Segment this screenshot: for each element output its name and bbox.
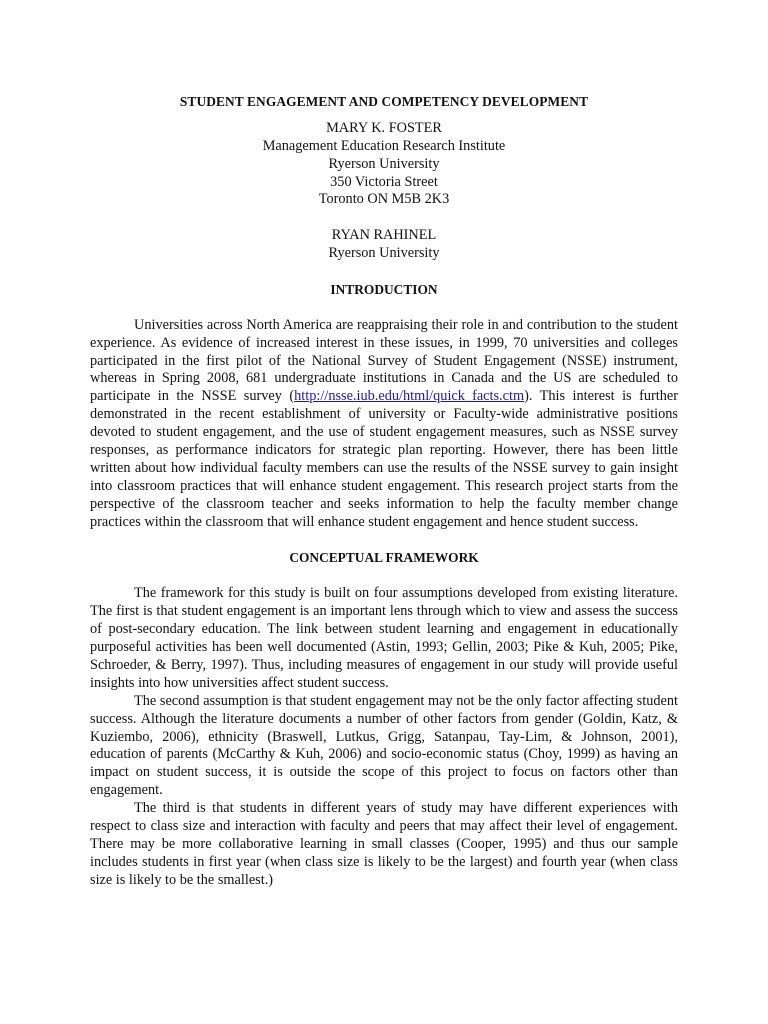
body-paragraph: The third is that students in different years of study may have different experiences with respect to class size and interaction with faculty and peers that may affect their level of engagement. There may be more collaborative learning in small classes (Cooper, 1995) and thus our sample includes students in first year (when class size is likely to be the largest) and fourth year (when class size is likely to be the smallest.) — [90, 800, 678, 888]
section-heading-conceptual-framework: CONCEPTUAL FRAMEWORK — [289, 550, 479, 566]
author-affiliation-line: Ryerson University — [328, 155, 440, 172]
body-paragraph: The second assumption is that student engagement may not be the only factor affecting student success. Although the literature documents a number of other factors from gender (Goldin, Katz, & Kuziembo, 2006), ethnicity (Braswell, Lutkus, Grigg, Satanpau, Tay-Lim, & Johnson, 2001), education of parents (McCarthy & Kuh, 2006) and socio-economic status (Choy, 1999) as having an impact on student success, it is outside the scope of this project to focus on factors other than engagement. — [90, 692, 678, 799]
author-affiliation-line: 350 Victoria Street — [330, 173, 438, 190]
paper-title: STUDENT ENGAGEMENT AND COMPETENCY DEVELOPMENT — [179, 94, 589, 109]
author-affiliation-line: Toronto ON M5B 2K3 — [318, 191, 450, 208]
nsse-link[interactable]: http://nsse.iub.edu/html/quick_facts.ctm — [294, 388, 525, 405]
body-paragraph — [90, 317, 678, 532]
section-heading-introduction: INTRODUCTION — [330, 281, 438, 297]
paragraph-text: Universities across North America are reappraising their role in and contribution to the student experience. As evidence of increased interest in these issues, in 1999, 70 universities and colleges participated in the first pilot of the National Survey of Student Engagement (NSSE) instrument, whereas in Spring 2008, 681 undergraduate institutions in Canada and the US are scheduled to participate in the NSSE survey ( — [90, 316, 678, 405]
spacer — [90, 532, 678, 550]
author-block-2 — [90, 227, 678, 263]
author-name: RYAN RAHINEL — [331, 227, 437, 244]
paragraph-text: ). This interest is further demonstrated in the recent establishment of university or Faculty-wide administrative positions devoted to student engagement, and the use of student engagement measures, such as NSSE survey responses, as performance indicators for strategic plan reporting. However, there has been little written about how individual faculty members can use the results of the NSSE survey to gain insight into classroom practices that will enhance student engagement. This research project starts from the perspective of the classroom teacher and seeks information to help the faculty member change practices within the classroom that will enhance student engagement and hence student success. — [90, 388, 679, 530]
author-name: MARY K. FOSTER — [326, 119, 442, 136]
document-page — [90, 93, 678, 890]
author-block-1 — [90, 120, 678, 209]
spacer — [90, 209, 678, 227]
author-affiliation-line: Management Education Research Institute — [262, 137, 506, 154]
spacer — [90, 263, 678, 281]
spacer — [90, 299, 678, 317]
body-paragraph: The framework for this study is built on four assumptions developed from existing literature. The first is that student engagement is an important lens through which to view and assess the success of post-secondary education. The link between student learning and engagement in educationally purposeful activities has been well documented (Astin, 1993; Gellin, 2003; Pike & Kuh, 2005; Pike, Schroeder, & Berry, 1997). Thus, including measures of engagement in our study will provide useful insights into how universities affect student success. — [90, 585, 678, 691]
spacer — [90, 567, 678, 585]
author-affiliation-line: Ryerson University — [328, 245, 440, 262]
